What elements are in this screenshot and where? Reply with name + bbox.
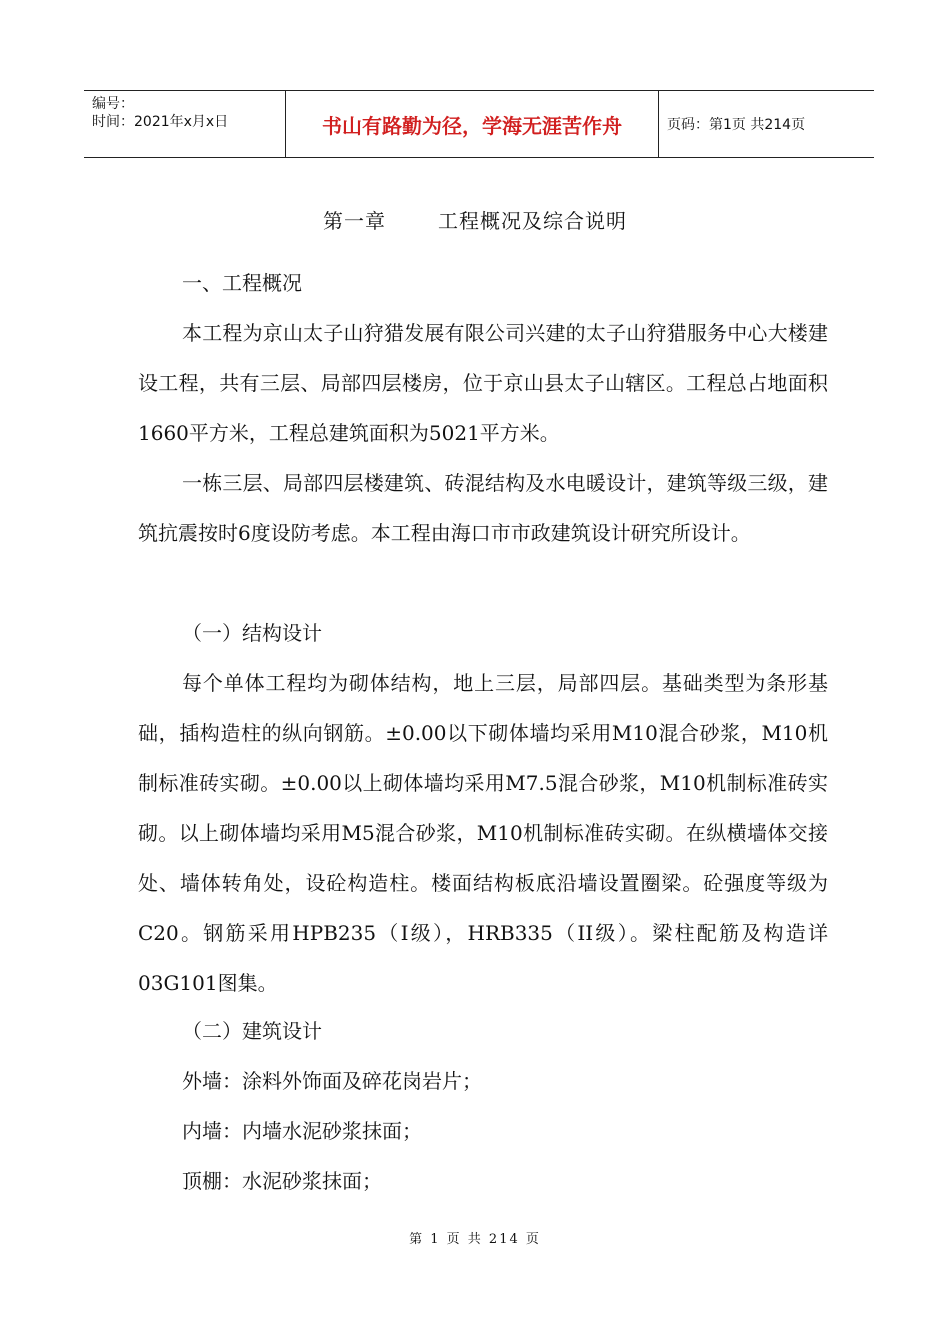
subsection-heading-architecture: （二）建筑设计	[182, 1019, 322, 1043]
header-page-info: 页码：第1页 共214页	[667, 117, 806, 133]
paragraph-structure: 每个单体工程均为砌体结构，地上三层，局部四层。基础类型为条形基础，插构造柱的纵向钢筋。±0.00以下砌体墙均采用M10混合砂浆，M10机制标准砖实砌。±0.00以上砌体墙均采用M7.5混合砂浆，M10机制标准砖实砌。以上砌体墙均采用M5混合砂浆，M10机制标准砖实砌。在纵横墙体交接处、墙体转角处，设砼构造柱。楼面结构板底沿墙设置圈梁。砼强度等级为C20。钢筋采用HPB235（I级），HRB335（II级）。梁柱配筋及构造详03G101图集。	[138, 671, 828, 995]
section-heading: 一、工程概况	[182, 271, 302, 295]
header-meta	[84, 91, 285, 157]
paragraph-overview: 本工程为京山太子山狩猎发展有限公司兴建的太子山狩猎服务中心大楼建设工程，共有三层、局部四层楼房，位于京山县太子山辖区。工程总占地面积1660平方米，工程总建筑面积为5021平方米。	[138, 321, 828, 445]
list-item-ceiling: 顶棚：水泥砂浆抹面；	[182, 1169, 382, 1193]
subsection-heading-structure: （一）结构设计	[182, 621, 322, 645]
chapter-title	[0, 205, 950, 234]
page-footer: 第 1 页 共 214 页	[409, 1232, 541, 1247]
serial-label: 编号：	[92, 96, 134, 112]
chapter-number: 第一章	[323, 209, 386, 233]
paragraph-building: 一栋三层、局部四层楼建筑、砖混结构及水电暖设计，建筑等级三级，建筑抗震按时6度设防考虑。本工程由海口市市政建筑设计研究所设计。	[138, 471, 828, 545]
list-item-interior-wall: 内墙：内墙水泥砂浆抹面；	[182, 1119, 422, 1143]
time-label: 时间：2021年x月x日	[92, 114, 229, 130]
header-motto: 书山有路勤为径，学海无涯苦作舟	[285, 91, 659, 157]
list-item-exterior-wall: 外墙：涂料外饰面及碎花岗岩片；	[182, 1069, 482, 1093]
chapter-name: 工程概况及综合说明	[438, 209, 627, 233]
header-table	[84, 90, 874, 158]
